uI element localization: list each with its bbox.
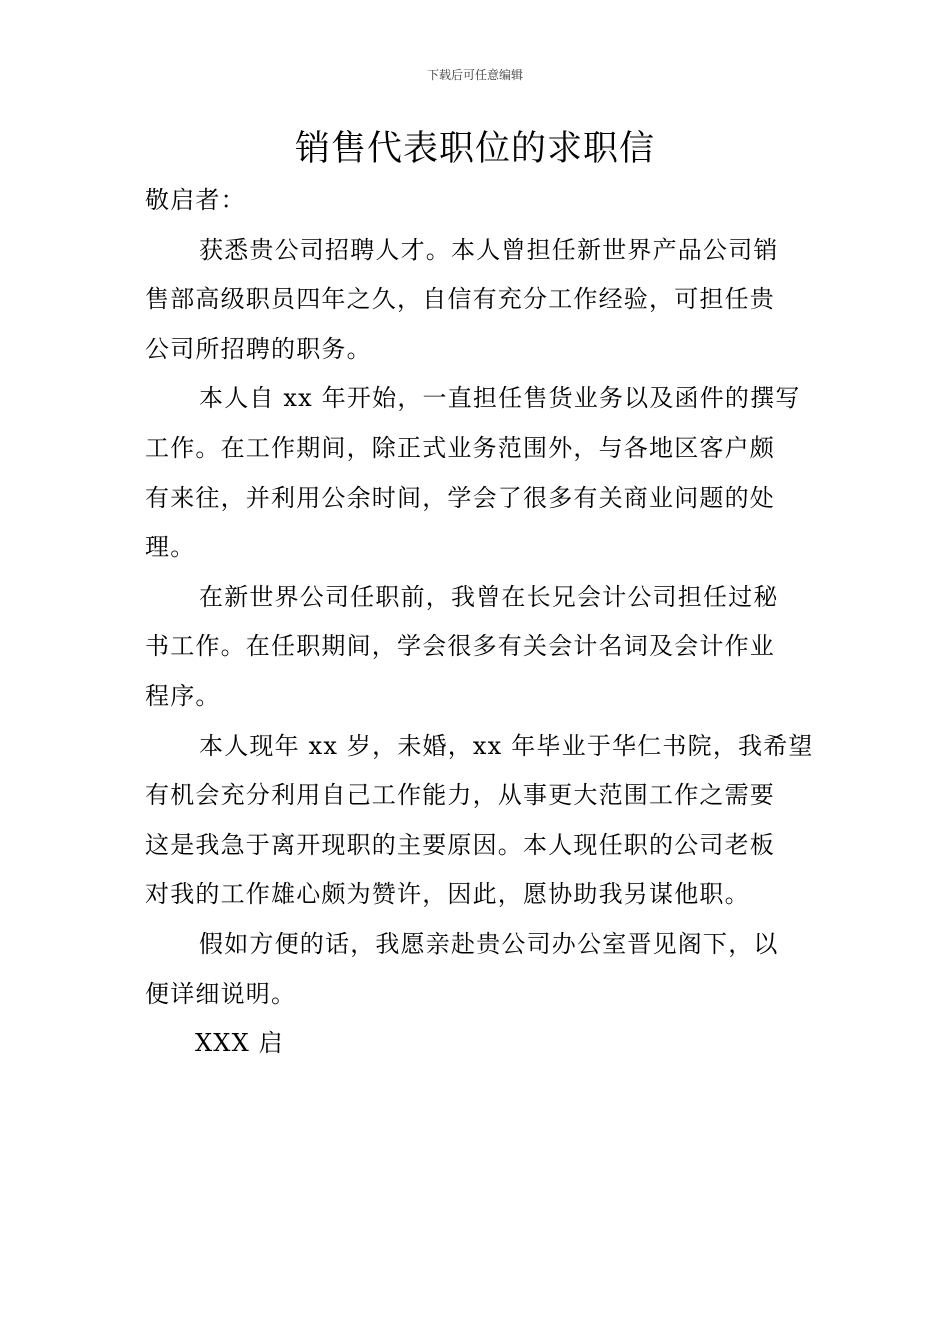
paragraph-line: 书工作。在任职期间，学会很多有关会计名词及会计作业 xyxy=(145,632,775,661)
paragraph-line: 对我的工作雄心颇为赞许，因此，愿协助我另谋他职。 xyxy=(145,880,750,909)
paragraph-line: 本人自 xx 年开始，一直担任售货业务以及函件的撰写 xyxy=(199,384,801,413)
document-title: 销售代表职位的求职信 xyxy=(294,129,655,169)
paragraph-line: 程序。 xyxy=(145,681,221,710)
salutation: 敬启者： xyxy=(145,186,246,214)
paragraph-5 xyxy=(145,920,809,1019)
paragraph-1 xyxy=(145,226,809,375)
paragraph-line: 理。 xyxy=(145,533,196,562)
letter-body xyxy=(145,176,814,1069)
paragraph-line: 公司所招聘的职务。 xyxy=(145,334,372,363)
paragraph-line: 这是我急于离开现职的主要原因。本人现任职的公司老板 xyxy=(145,830,775,859)
paragraph-2 xyxy=(145,374,809,572)
signature: XXX 启 xyxy=(195,1029,284,1058)
header-note: 下载后可任意编辑 xyxy=(426,68,523,82)
paragraph-line: 假如方便的话，我愿亲赴贵公司办公室晋见阁下，以 xyxy=(199,929,779,958)
paragraph-line: 在新世界公司任职前，我曾在长兄会计公司担任过秘 xyxy=(199,582,779,611)
paragraph-4 xyxy=(145,722,814,920)
paragraph-line: 有机会充分利用自己工作能力，从事更大范围工作之需要 xyxy=(145,781,775,810)
paragraph-line: 获悉贵公司招聘人才。本人曾担任新世界产品公司销 xyxy=(199,235,779,264)
paragraph-line: 便详细说明。 xyxy=(145,979,297,1008)
paragraph-3 xyxy=(145,573,809,722)
paragraph-line: 有来往，并利用公余时间，学会了很多有关商业问题的处 xyxy=(145,483,775,512)
paragraph-line: 售部高级职员四年之久，自信有充分工作经验，可担任贵 xyxy=(145,285,775,314)
paragraph-line: 工作。在工作期间，除正式业务范围外，与各地区客户颇 xyxy=(145,433,775,462)
paragraph-line: 本人现年 xx 岁，未婚，xx 年毕业于华仁书院，我希望 xyxy=(199,731,814,760)
